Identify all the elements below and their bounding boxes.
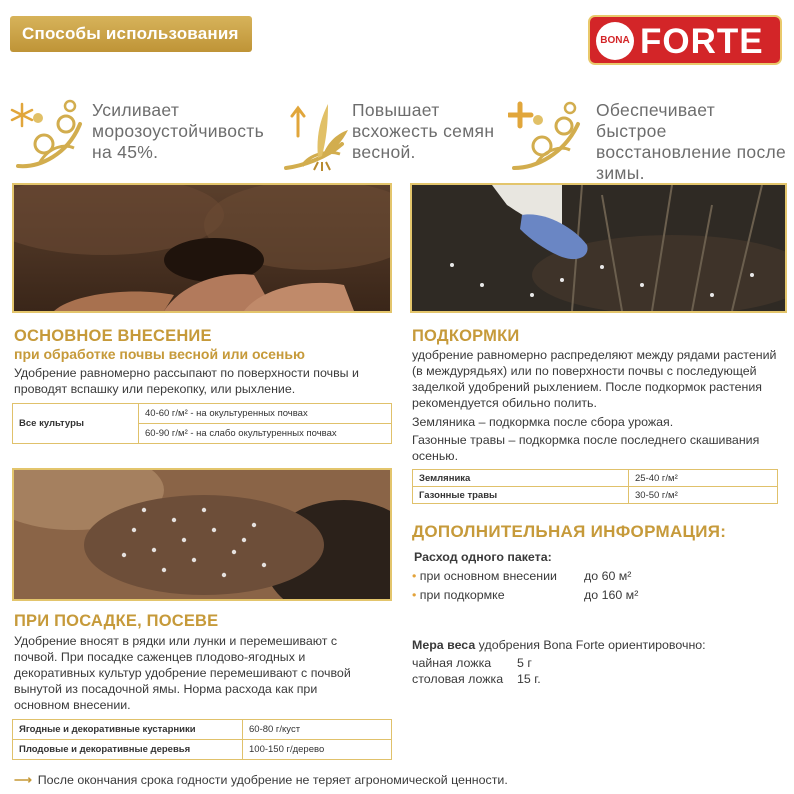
table-cell-dose: 100-150 г/дерево xyxy=(243,740,392,760)
benefit-recovery xyxy=(508,96,788,183)
text-line: заделкой удобрений рыхлением. После подкормок растения xyxy=(412,380,763,394)
table-cell-dose: 25-40 г/м² xyxy=(629,470,778,487)
bona-forte-logo xyxy=(588,15,782,65)
benefit-germination xyxy=(282,96,512,176)
section-title-tab: Способы использования xyxy=(10,16,252,52)
basic-title: ОСНОВНОЕ ВНЕСЕНИЕ xyxy=(14,327,212,345)
benefit-line: зимы. xyxy=(596,163,645,183)
arrow-right-icon: ⟶ xyxy=(14,773,32,787)
benefit-line: на 45%. xyxy=(92,142,159,162)
feeding-text xyxy=(412,347,776,411)
consumption-value: до 60 м² xyxy=(584,569,632,583)
footer-note xyxy=(14,772,508,787)
consumption-row xyxy=(412,588,505,602)
text-line: Газонные травы – подкормка после последнего скашивания xyxy=(412,433,760,447)
measure-value: 5 г xyxy=(517,656,532,670)
footer-text: После окончания срока годности удобрение не теряет агрономической ценности. xyxy=(37,773,508,787)
text-line: декоративных культур удобрение перемешивают с почвой xyxy=(14,666,351,680)
text-line: рекомендуется обильно полить. xyxy=(412,396,597,410)
feeding-note-strawberry: Земляника – подкормка после сбора урожая. xyxy=(412,415,674,429)
additional-info-title: ДОПОЛНИТЕЛЬНАЯ ИНФОРМАЦИЯ: xyxy=(412,522,727,541)
benefit-line: Обеспечивает быстрое xyxy=(596,100,716,141)
table-cell-dose: 40-60 г/м² - на окультуренных почвах xyxy=(139,404,392,424)
table-cell-crop: Плодовые и декоративные деревья xyxy=(13,740,243,760)
text-line: осенью. xyxy=(412,449,459,463)
benefit-text xyxy=(352,100,494,163)
basic-text xyxy=(14,365,359,397)
benefit-line: всхожесть семян xyxy=(352,121,495,141)
table-cell-crop: Все культуры xyxy=(13,404,139,444)
measure-label: столовая ложка xyxy=(412,672,504,686)
benefit-line: Усиливает xyxy=(92,100,180,120)
snowflake-flower-icon xyxy=(10,96,92,174)
logo-small-text: BONA xyxy=(600,35,630,46)
planting-rate-table xyxy=(12,719,392,760)
table-cell-crop: Газонные травы xyxy=(413,487,629,504)
text-line: удобрение равномерно распределяют между рядами растений xyxy=(412,348,777,362)
benefit-line: Повышает xyxy=(352,100,440,120)
planting-hole-photo xyxy=(12,468,392,601)
consumption-title: Расход одного пакета: xyxy=(414,550,552,564)
logo-circle xyxy=(596,22,634,60)
soil-hands-photo xyxy=(12,183,392,313)
text-line: почвой. При посадке саженцев плодово-ягодных и xyxy=(14,650,306,664)
table-cell-dose: 30-50 г/м² xyxy=(629,487,778,504)
feeding-note-lawn xyxy=(412,432,759,464)
table-cell-dose: 60-90 г/м² - на слабо окультуренных почвах xyxy=(139,424,392,444)
consumption-value: до 160 м² xyxy=(584,588,639,602)
table-cell-dose: 60-80 г/куст xyxy=(243,720,392,740)
text-line: вынутой из посадочной ямы. Норма расхода как при xyxy=(14,682,318,696)
gloved-hand-feeding-photo xyxy=(410,183,787,313)
table-cell-crop: Земляника xyxy=(413,470,629,487)
text-line: Удобрение равномерно рассыпают по поверхности почвы и xyxy=(14,366,359,380)
measure-label: чайная ложка xyxy=(412,656,492,670)
text-line: Удобрение вносят в рядки или лунки и перемешивают с xyxy=(14,634,338,648)
planting-title: ПРИ ПОСАДКЕ, ПОСЕВЕ xyxy=(14,612,219,630)
consumption-label: при основном внесении xyxy=(419,569,557,583)
basic-subtitle: при обработке почвы весной или осенью xyxy=(14,346,305,362)
text-line: основном внесении. xyxy=(14,698,131,712)
measure-bold: Мера веса xyxy=(412,638,476,652)
logo-word: FORTE xyxy=(640,22,764,61)
basic-rate-table xyxy=(12,403,392,444)
benefit-line: восстановление после xyxy=(596,142,787,162)
measure-intro xyxy=(412,638,706,652)
consumption-label: при подкормке xyxy=(419,588,505,602)
table-cell-crop: Ягодные и декоративные кустарники xyxy=(13,720,243,740)
benefit-frost xyxy=(10,96,270,176)
consumption-row xyxy=(412,569,557,583)
text-line: проводят вспашку или перекопку, или рыхление. xyxy=(14,382,296,396)
measure-value: 15 г. xyxy=(517,672,541,686)
bullet: • xyxy=(412,569,417,583)
benefit-line: морозоустойчивость xyxy=(92,121,265,141)
planting-text xyxy=(14,633,351,713)
feeding-rate-table xyxy=(412,469,778,504)
benefit-line: весной. xyxy=(352,142,416,162)
benefit-text xyxy=(92,100,264,163)
measure-rest: удобрения Bona Forte ориентировочно: xyxy=(475,638,706,652)
text-line: (в междурядьях) или по поверхности почвы с последующей xyxy=(412,364,757,378)
feeding-title: ПОДКОРМКИ xyxy=(412,327,520,345)
bullet: • xyxy=(412,588,417,602)
plus-flower-icon xyxy=(508,96,590,174)
benefit-text xyxy=(596,100,788,184)
